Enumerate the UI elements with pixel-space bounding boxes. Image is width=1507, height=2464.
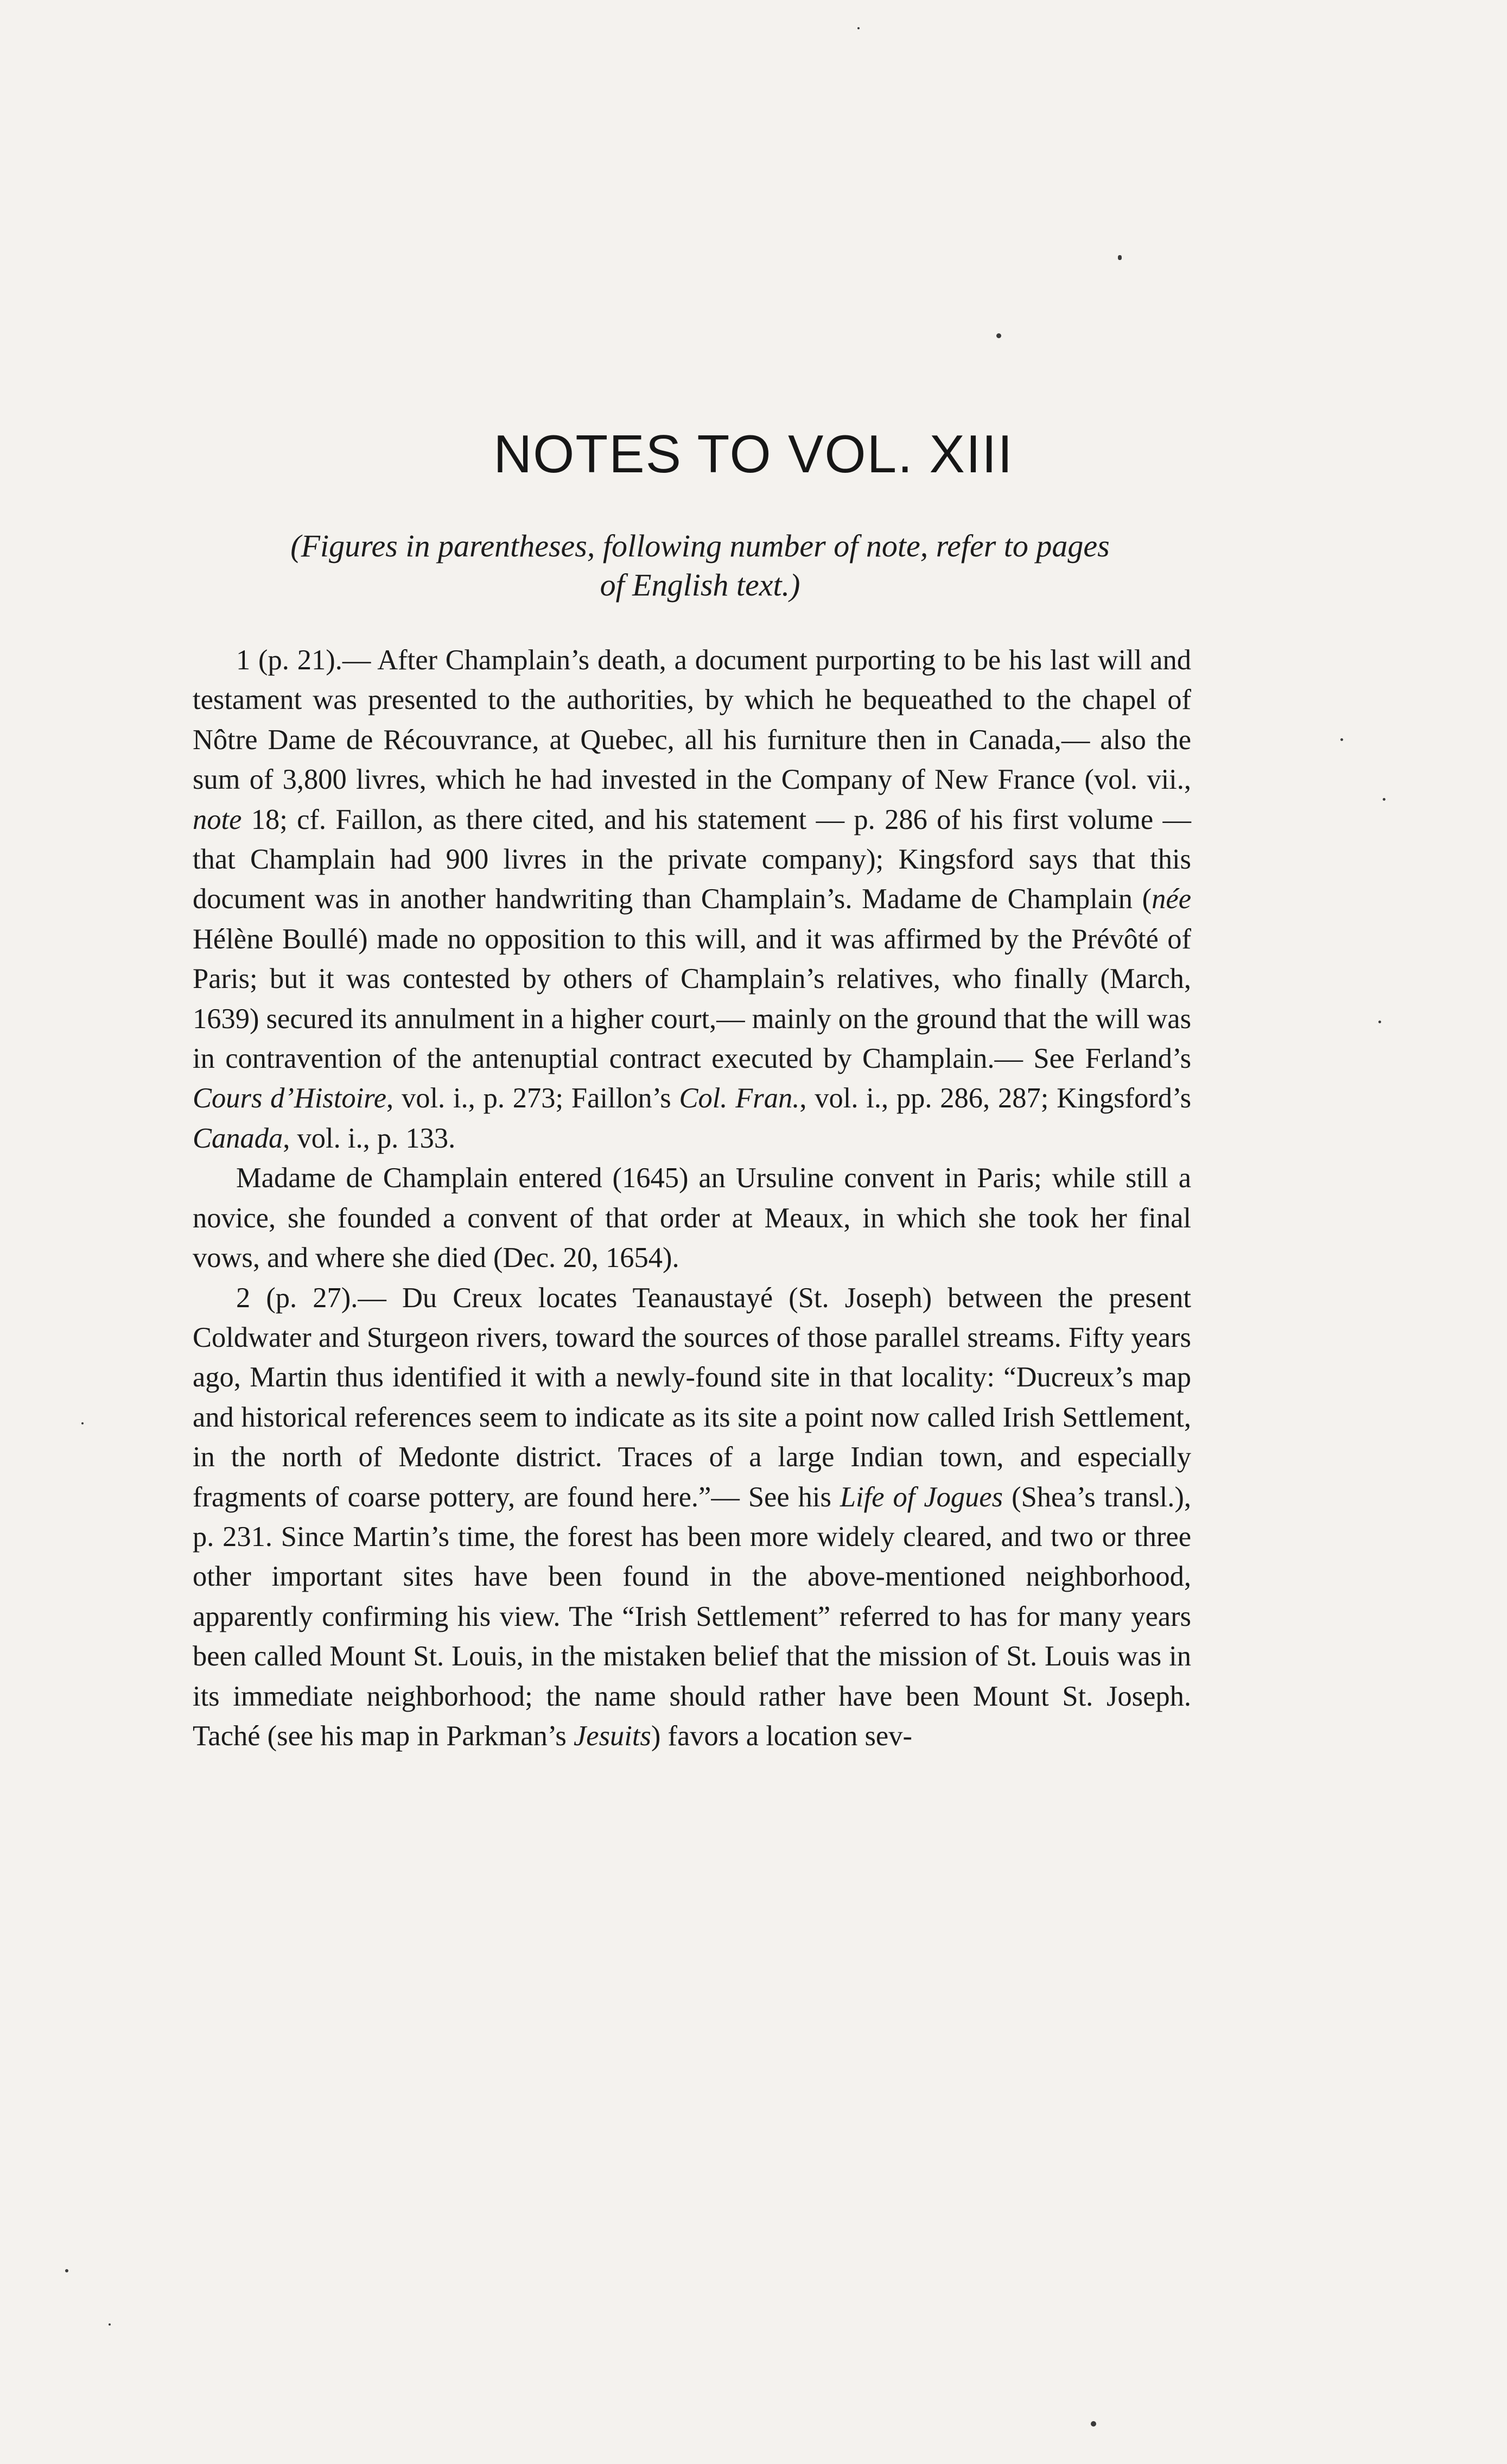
note-paragraph <box>193 1278 1191 1757</box>
note-italic-text: Life of Jogues <box>840 1481 1003 1513</box>
note-text: ) favors a location sev- <box>651 1720 912 1752</box>
note-text: 2 (p. 27).— Du Creux locates Teanaustayé (St. Joseph) between the present Coldwater and Sturgeon rivers, toward the sources of those parallel streams. Fifty years ago, Martin thus identified it with a newly-found site in that locality: “Ducreux’s map and historical references seem to indicate as its site a point now called Irish Settlement, in the north of Medonte district. Traces of a large Indian town, and especially fragments of coarse pottery, are found here.”— See his <box>193 1282 1191 1513</box>
subtitle-line-1: (Figures in parentheses, following number of note, refer to pages <box>290 528 1110 563</box>
note-text: 18; cf. Faillon, as there cited, and his statement — p. 286 of his first volume — that Champlain had 900 livres in the private company); Kingsford says that this document was in another handwriting than Champlain’s. Madame de Champlain ( <box>193 803 1191 915</box>
note-italic-text: note <box>193 803 242 835</box>
note-italic-text: Col. Fran. <box>679 1082 800 1114</box>
note-paragraph <box>193 1158 1191 1278</box>
note-italic-text: Cours d’Histoire <box>193 1082 387 1114</box>
note-italic-text: née <box>1152 883 1191 915</box>
notes-body <box>193 641 1191 1756</box>
note-text: , vol. i., p. 273; Faillon’s <box>386 1082 679 1114</box>
note-text: Madame de Champlain entered (1645) an Ursuline convent in Paris; while still a novice, she founded a convent of that order at Meaux, in which she took her final vows, and where she died (Dec. 20, 1654). <box>193 1162 1191 1274</box>
page-title: NOTES TO VOL. XIII <box>493 424 1014 484</box>
page-subtitle <box>185 527 1216 605</box>
note-italic-text: Canada <box>193 1122 283 1154</box>
note-text: Hélène Boullé) made no opposition to this will, and it was affirmed by the Prévôté of Paris; but it was contested by others of Champlain’s relatives, who finally (March, 1639) secured its annulment in a higher court,— mainly on the ground that the will was in contravention of the antenuptial contract executed by Champlain.— See Ferland’s <box>193 923 1192 1075</box>
note-paragraph <box>193 641 1191 1158</box>
note-italic-text: Jesuits <box>573 1720 651 1752</box>
subtitle-line-2: of English text.) <box>600 567 800 603</box>
note-text: (Shea’s transl.), p. 231. Since Martin’s time, the forest has been more widely cleared, and two or three other important sites have been found in the above-mentioned neighborhood, apparently confirming his view. The “Irish Settlement” referred to has for many years been called Mount St. Louis, in the mistaken belief that the mission of St. Louis was in its immediate neighborhood; the name should rather have been Mount St. Joseph. Taché (see his map in Parkman’s <box>193 1481 1191 1752</box>
note-text: 1 (p. 21).— After Champlain’s death, a document purporting to be his last will and testament was presented to the authorities, by which he bequeathed to the chapel of Nôtre Dame de Récouvrance, at Quebec, all his furniture then in Canada,— also the sum of 3,800 livres, which he had invested in the Company of New France (vol. vii., <box>193 644 1191 796</box>
note-text: , vol. i., p. 133. <box>283 1122 456 1154</box>
note-text: , vol. i., pp. 286, 287; Kingsford’s <box>799 1082 1191 1114</box>
